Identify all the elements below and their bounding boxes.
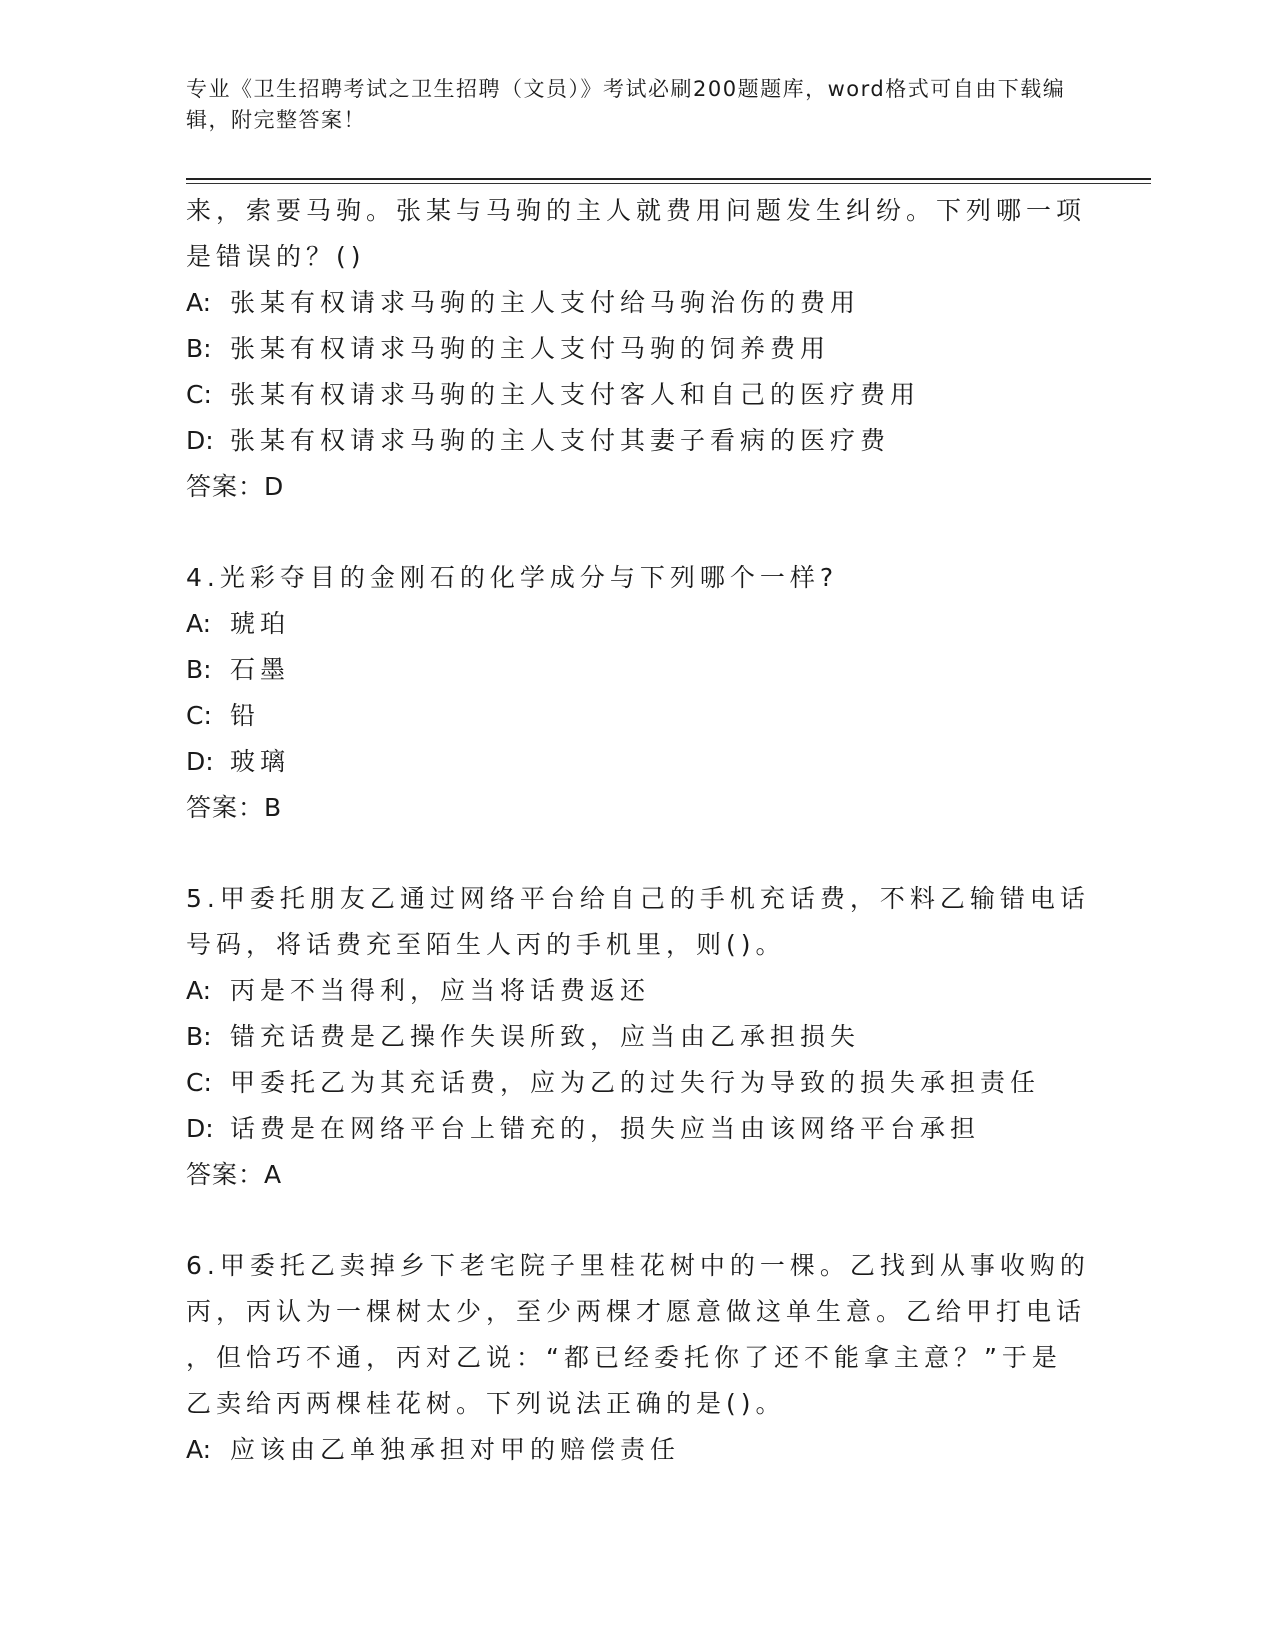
option-text: 话费是在网络平台上错充的，损失应当由该网络平台承担 xyxy=(230,1114,981,1143)
option-b xyxy=(186,1014,1066,1060)
option-letter: B: xyxy=(186,1022,212,1051)
question-stem-line: 号码，将话费充至陌生人丙的手机里，则()。 xyxy=(186,930,786,959)
page-header: 专业《卫生招聘考试之卫生招聘（文员）》考试必刷200题题库，word格式可自由下载编辑，附完整答案！ xyxy=(186,77,1066,132)
option-text: 张某有权请求马驹的主人支付马驹的饲养费用 xyxy=(230,334,831,363)
option-text: 错充话费是乙操作失误所致，应当由乙承担损失 xyxy=(230,1022,861,1051)
option-letter: C: xyxy=(186,701,212,730)
answer-line: 答案：B xyxy=(186,793,283,822)
option-text: 应该由乙单独承担对甲的赔偿责任 xyxy=(230,1435,681,1464)
header-divider-thin xyxy=(186,183,1151,184)
option-text: 张某有权请求马驹的主人支付其妻子看病的医疗费 xyxy=(230,426,891,455)
question-stem-line: 来，索要马驹。张某与马驹的主人就费用问题发生纠纷。下列哪一项 xyxy=(186,196,1087,225)
option-a xyxy=(186,1427,1066,1473)
question-stem-line: 是错误的？() xyxy=(186,242,366,271)
option-text: 张某有权请求马驹的主人支付客人和自己的医疗费用 xyxy=(230,380,921,409)
question-3 xyxy=(186,188,1087,510)
option-letter: A: xyxy=(186,609,212,638)
question-content xyxy=(186,188,1090,1473)
question-stem-line: 5.甲委托朋友乙通过网络平台给自己的手机充话费，不料乙输错电话 xyxy=(186,884,1090,913)
question-stem-line: 丙，丙认为一棵树太少，至少两棵才愿意做这单生意。乙给甲打电话 xyxy=(186,1297,1087,1326)
option-a xyxy=(186,280,1066,326)
option-text: 琥珀 xyxy=(230,609,291,638)
answer-line: 答案：D xyxy=(186,472,285,501)
option-letter: C: xyxy=(186,1068,212,1097)
option-letter: D: xyxy=(186,1114,214,1143)
question-stem-line: 6.甲委托乙卖掉乡下老宅院子里桂花树中的一棵。乙找到从事收购的 xyxy=(186,1251,1090,1280)
option-c xyxy=(186,1060,1066,1106)
option-b xyxy=(186,647,1066,693)
question-stem-line: ，但恰巧不通，丙对乙说：“都已经委托你了还不能拿主意？”于是 xyxy=(186,1343,1062,1372)
spacer xyxy=(186,1198,1066,1243)
option-c xyxy=(186,693,1066,739)
option-text: 丙是不当得利，应当将话费返还 xyxy=(230,976,651,1005)
spacer xyxy=(186,510,1066,555)
option-text: 石墨 xyxy=(230,655,291,684)
option-text: 张某有权请求马驹的主人支付给马驹治伤的费用 xyxy=(230,288,861,317)
option-letter: B: xyxy=(186,655,212,684)
question-stem-line: 乙卖给丙两棵桂花树。下列说法正确的是()。 xyxy=(186,1389,786,1418)
option-letter: B: xyxy=(186,334,212,363)
header-divider-thick xyxy=(186,178,1151,180)
option-letter: D: xyxy=(186,426,214,455)
question-6 xyxy=(186,1243,1090,1473)
option-letter: A: xyxy=(186,288,212,317)
question-4 xyxy=(186,555,1066,831)
option-a xyxy=(186,601,1066,647)
option-letter: A: xyxy=(186,1435,212,1464)
option-c xyxy=(186,372,1066,418)
answer-line: 答案：A xyxy=(186,1160,283,1189)
option-d xyxy=(186,1106,1066,1152)
option-letter: C: xyxy=(186,380,212,409)
option-a xyxy=(186,968,1066,1014)
question-stem-line: 4.光彩夺目的金刚石的化学成分与下列哪个一样? xyxy=(186,563,839,592)
option-d xyxy=(186,739,1066,785)
option-text: 玻璃 xyxy=(230,747,291,776)
option-letter: D: xyxy=(186,747,214,776)
option-letter: A: xyxy=(186,976,212,1005)
option-text: 铅 xyxy=(230,701,261,730)
option-d xyxy=(186,418,1066,464)
option-text: 甲委托乙为其充话费，应为乙的过失行为导致的损失承担责任 xyxy=(230,1068,1041,1097)
spacer xyxy=(186,831,1066,876)
option-b xyxy=(186,326,1066,372)
question-5 xyxy=(186,876,1090,1198)
